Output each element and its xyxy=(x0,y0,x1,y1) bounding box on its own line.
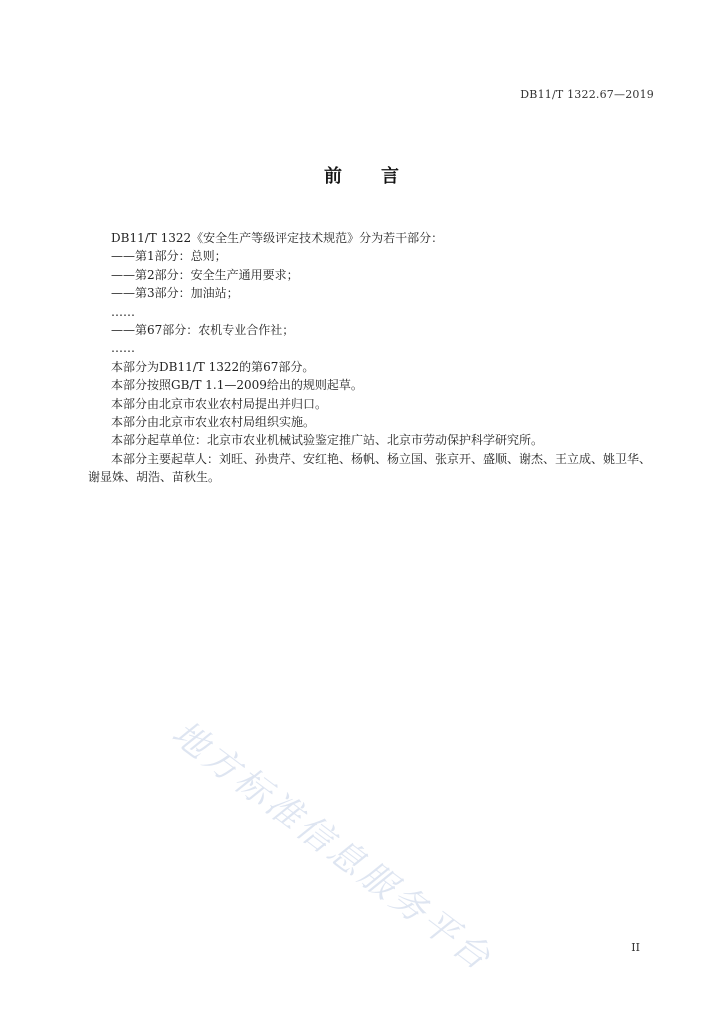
part-list-item: ——第2部分：安全生产通用要求； xyxy=(111,267,299,282)
foreword-line: 本部分起草单位：北京市农业机械试验鉴定推广站、北京市劳动保护科学研究所。 xyxy=(111,433,544,448)
part-list-item: ——第1部分：总则； xyxy=(111,249,227,264)
foreword-body xyxy=(88,229,658,487)
section-title xyxy=(0,162,724,188)
drafters-paragraph: 本部分主要起草人：刘旺、孙贵芹、安红艳、杨帆、杨立国、张京开、盛顺、谢杰、王立成、姚卫华、谢显姝、胡浩、苗秋生。 xyxy=(88,451,652,485)
page-number: II xyxy=(631,941,640,954)
part-list-ellipsis: …… xyxy=(111,304,135,319)
foreword-line: DB11/T 1322《安全生产等级评定技术规范》分为若干部分： xyxy=(111,231,444,245)
foreword-line: 本部分由北京市农业农村局组织实施。 xyxy=(111,415,316,430)
document-code: DB11/T 1322.67—2019 xyxy=(520,88,654,101)
foreword-line: 本部分为DB11/T 1322的第67部分。 xyxy=(111,359,315,374)
part-list-item: ——第67部分：农机专业合作社； xyxy=(111,323,295,338)
foreword-line: 本部分按照GB/T 1.1—2009给出的规则起草。 xyxy=(111,378,363,393)
title-char-2: 言 xyxy=(381,166,400,187)
title-char-1: 前 xyxy=(324,166,343,187)
part-list-item: ——第3部分：加油站； xyxy=(111,286,239,301)
part-list-ellipsis: …… xyxy=(111,341,135,356)
foreword-line: 本部分由北京市农业农村局提出并归口。 xyxy=(111,396,328,411)
watermark: 地方标准信息服务平台 xyxy=(164,713,500,981)
